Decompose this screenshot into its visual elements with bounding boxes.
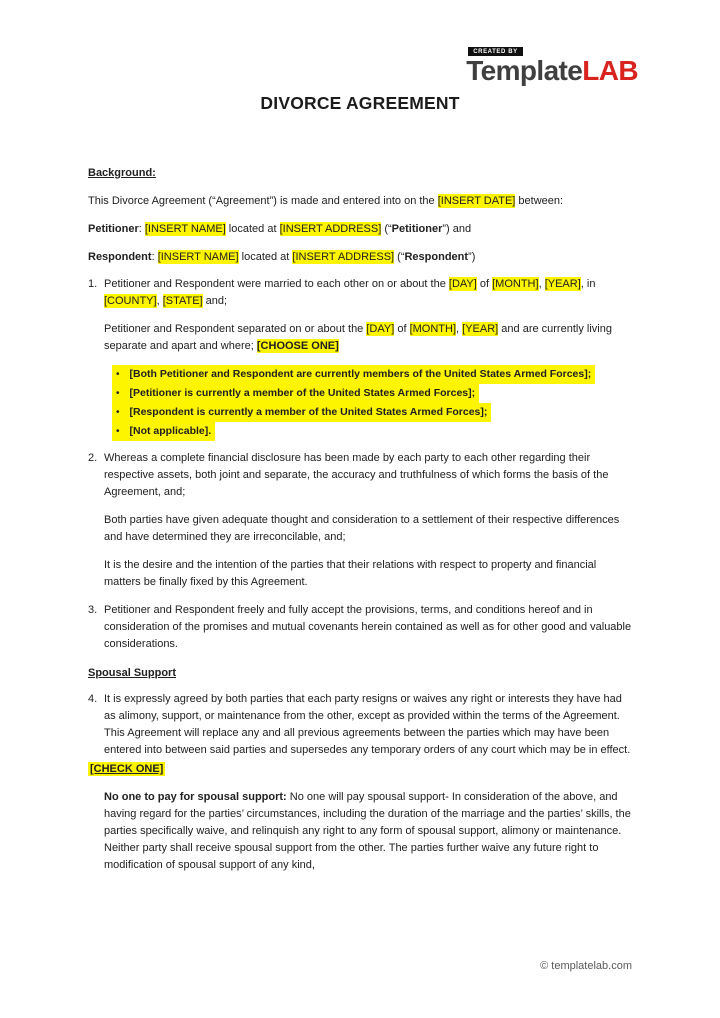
respondent-line: Respondent: [INSERT NAME] located at [INSERT ADDRESS] (“Respondent”) [88, 251, 476, 263]
section-heading-background: Background: [88, 167, 156, 179]
bullet-icon: • [116, 407, 120, 418]
check-one-label: [CHECK ONE] [90, 763, 164, 775]
item-text: Petitioner and Respondent were married to each other on or about the [DAY] of [MONTH], [YEAR], in [COUNTY], [STATE] and; [104, 278, 596, 307]
item-text: Whereas a complete financial disclosure has been made by each party to each other regarding their respective assets, both joint and separate, the accuracy and truthfulness of which forms the basis of the Agreement, and; [104, 452, 609, 498]
item-number: 1. [88, 278, 98, 290]
separation-paragraph: Petitioner and Respondent separated on or about the [DAY] of [MONTH], [YEAR] and are currently living separate and apart and where; [CHOOSE ONE] [104, 323, 612, 352]
bullet-icon: • [116, 388, 120, 399]
item-text: It is expressly agreed by both parties that each party resigns or waives any right or interests they have had as alimony, support, or maintenance from the other, except as provided within the terms of the Agreement. This Agreement will replace any and all previous agreements between the parties which may have been entered into between said parties and supersedes any temporary orders of any court which may be in effect. [104, 693, 631, 756]
numbered-item-2 [88, 450, 632, 501]
petitioner-line: Petitioner: [INSERT NAME] located at [INSERT ADDRESS] (“Petitioner”) and [88, 223, 472, 235]
item-number: 3. [88, 604, 98, 616]
brand-wordmark [466, 55, 638, 86]
armed-forces-choice-list [112, 365, 632, 441]
created-by-badge: CREATED BY [468, 47, 523, 56]
bullet-icon: • [116, 369, 120, 380]
brand-template-text: Template [466, 55, 583, 86]
item-text: Petitioner and Respondent freely and fully accept the provisions, terms, and conditions hereof and in consideration of the promises and mutual covenants herein contained as well as for other good and valuable considerations. [104, 604, 632, 650]
choice-item-not-applicable [112, 422, 632, 441]
choice-text: [Respondent is currently a member of the United States Armed Forces]; [129, 406, 488, 418]
numbered-item-4 [88, 691, 632, 759]
document-body [88, 165, 632, 874]
choice-item-petitioner [112, 384, 632, 403]
choice-item-respondent [112, 403, 632, 422]
no-spousal-support-paragraph: No one to pay for spousal support: No one will pay spousal support- In consideration of the above, and having regard for the parties’ circumstances, including the duration of the marriage and the parties’ skills, the parties specifically waive, and relinquish any right to any form of spousal support, alimony or maintenance. Neither party shall receive spousal support from the other. The parties further waive any future right to modification of spousal support of any kind, [104, 791, 631, 871]
page-title: DIVORCE AGREEMENT [260, 93, 460, 113]
item-number: 2. [88, 452, 98, 464]
footer-credit: © templatelab.com [540, 960, 632, 972]
choice-item-both [112, 365, 632, 384]
choice-text: [Not applicable]. [129, 425, 212, 437]
section-heading-spousal-support: Spousal Support [88, 667, 176, 679]
choice-text: [Petitioner is currently a member of the United States Armed Forces]; [129, 387, 476, 399]
item-number: 4. [88, 693, 98, 705]
desire-paragraph: It is the desire and the intention of the parties that their relations with respect to property and financial matters be finally fixed by this Agreement. [104, 559, 597, 588]
numbered-item-1 [88, 276, 632, 310]
choice-text: [Both Petitioner and Respondent are currently members of the United States Armed Forces]; [129, 368, 592, 380]
consideration-paragraph: Both parties have given adequate thought and consideration to a settlement of their respective differences and have determined they are irreconcilable, and; [104, 514, 620, 543]
brand-lab-text: LAB [582, 55, 638, 86]
intro-paragraph: This Divorce Agreement (“Agreement”) is made and entered into on the [INSERT DATE] between: [88, 195, 564, 207]
numbered-item-3 [88, 602, 632, 653]
bullet-icon: • [116, 426, 120, 437]
templatelab-logo [466, 40, 638, 84]
